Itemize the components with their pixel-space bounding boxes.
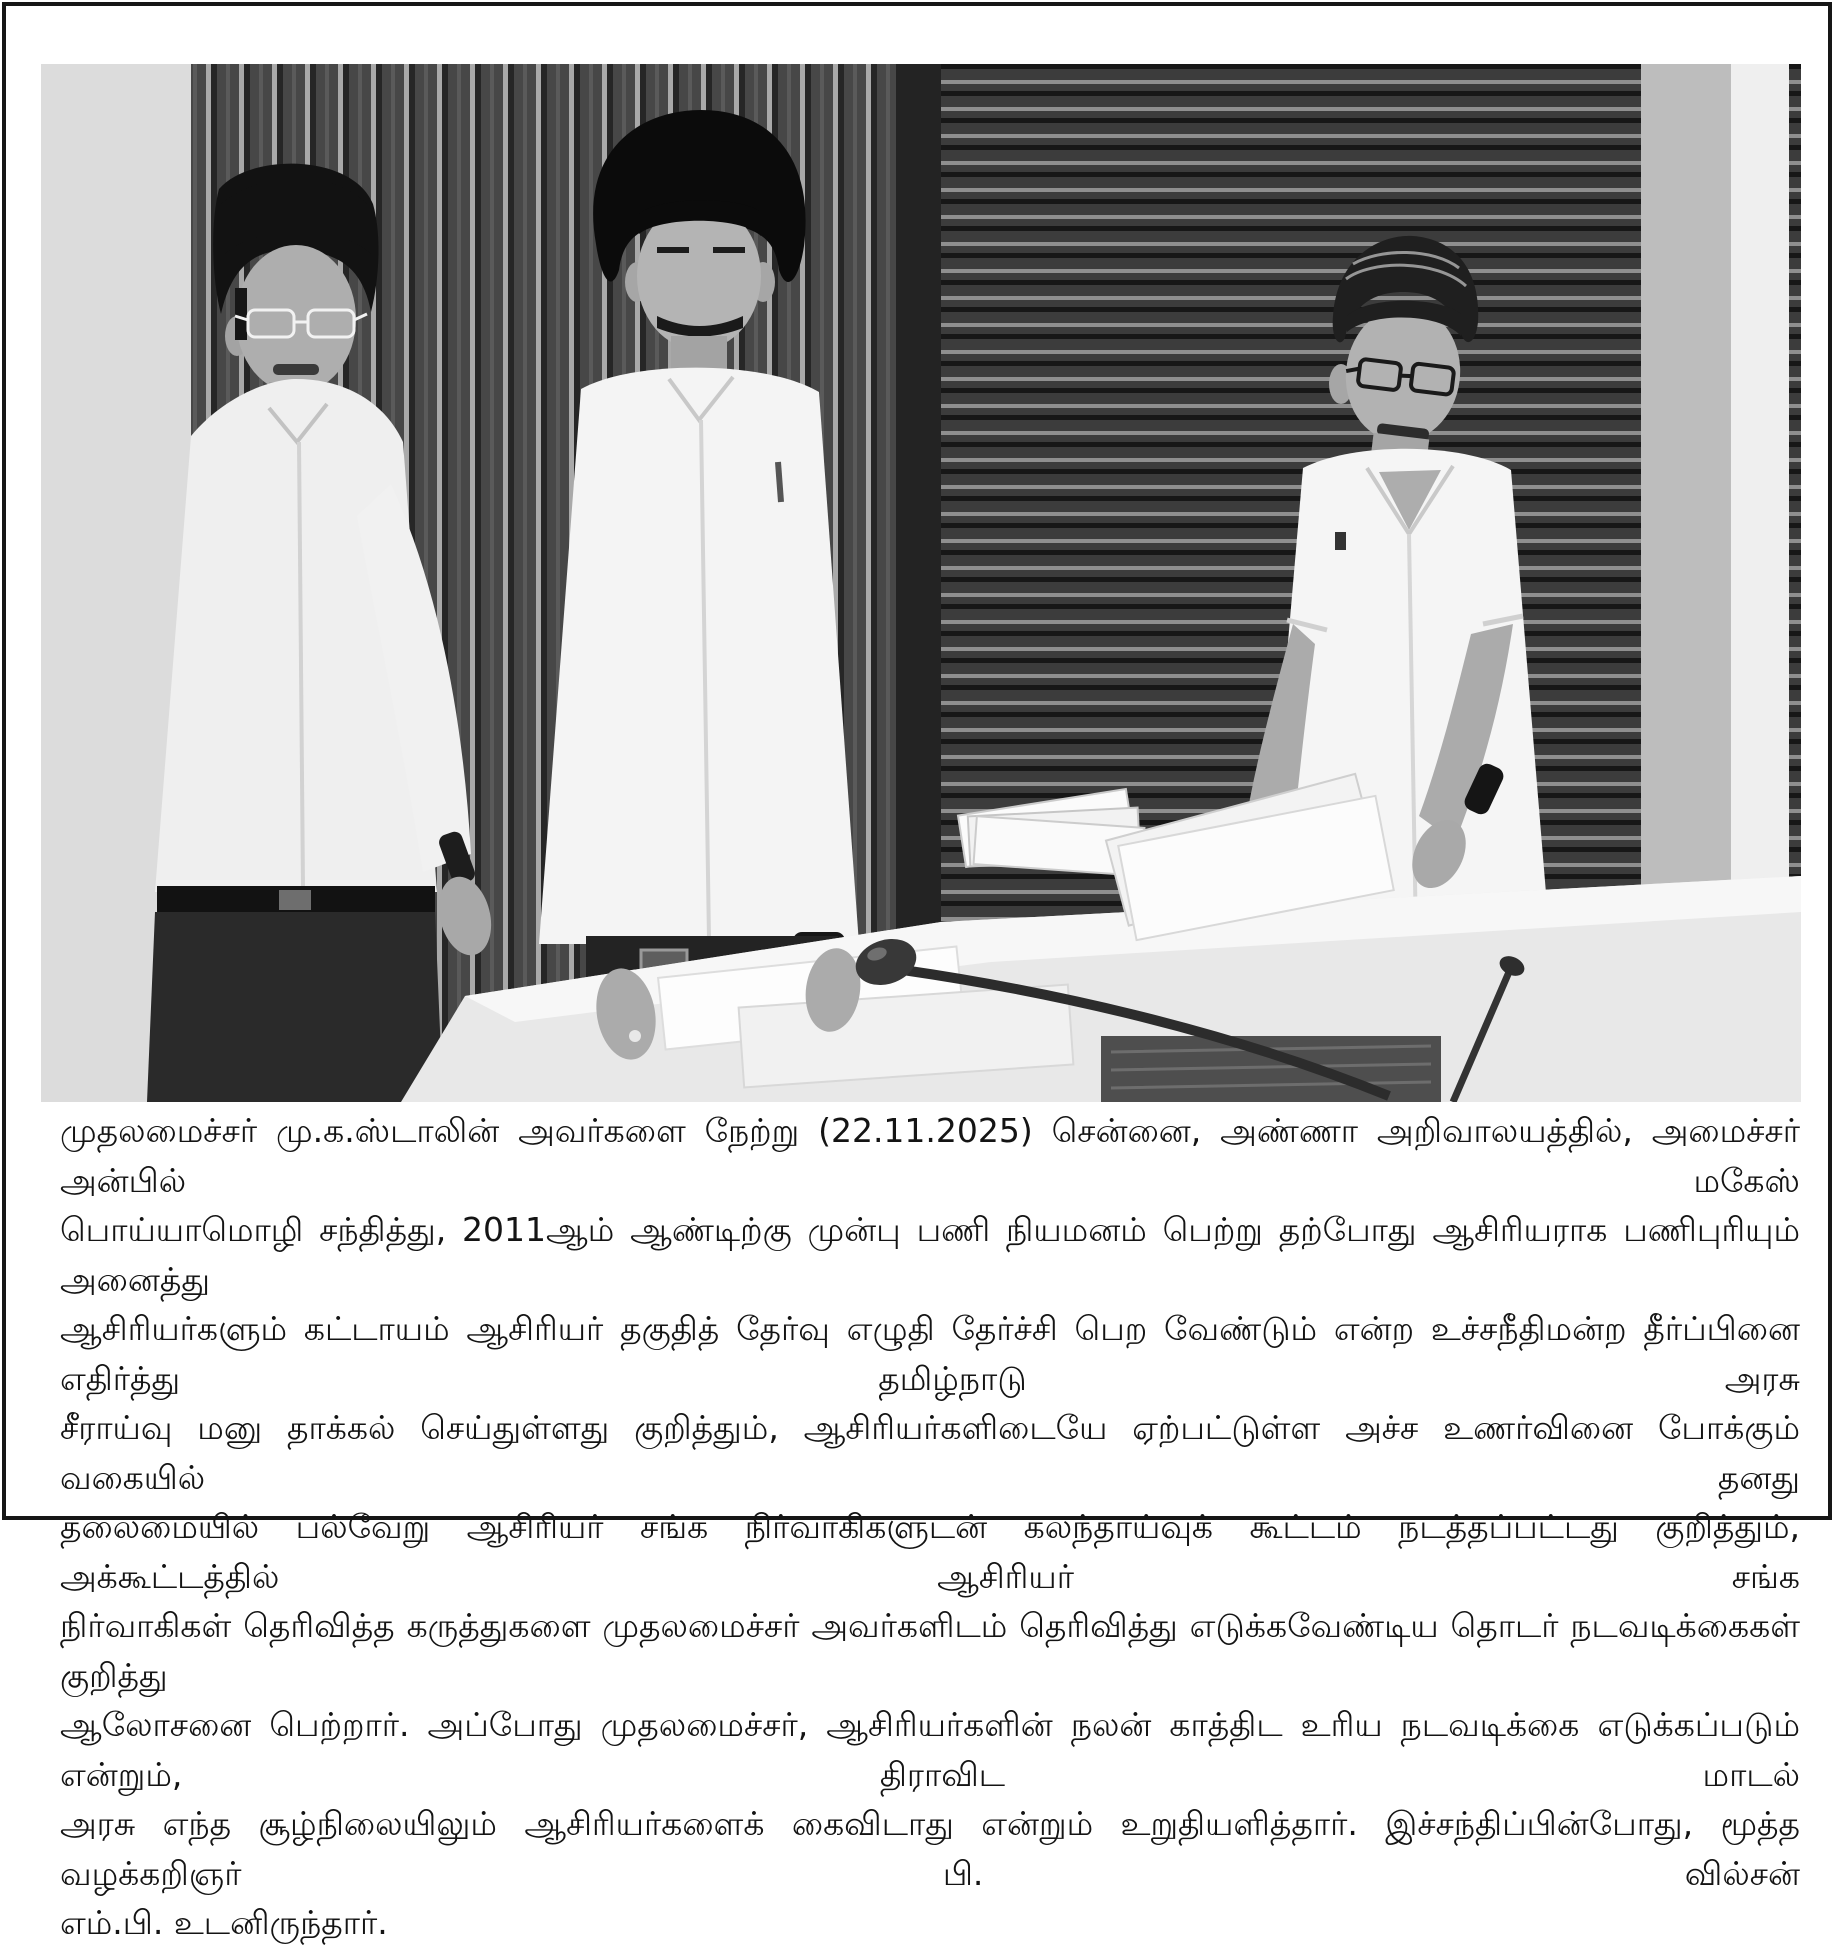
caption-line: சீராய்வு மனு தாக்கல் செய்துள்ளது குறித்தும், ஆசிரியர்களிடையே ஏற்பட்டுள்ள அச்ச உணர்வினை போக்கும் வகையில் தனது [60,1408,1800,1497]
white-pillar [1731,64,1789,964]
caption-line: முதலமைச்சர் மு.க.ஸ்டாலின் அவர்களை நேற்று (22.11.2025) சென்னை, அண்ணா அறிவாலயத்தில், அமைச்சர் அன்பில் மகேஸ் [60,1111,1800,1200]
caption-line: எம்.பி. உடனிருந்தார். [60,1903,388,1942]
press-photo [41,64,1801,1102]
press-photo-scene [41,64,1801,1102]
caption-line: நிர்வாகிகள் தெரிவித்த கருத்துகளை முதலமைச்சர் அவர்களிடம் தெரிவித்து எடுக்கவேண்டிய தொடர் நடவடிக்கைகள் குறித்து [60,1606,1800,1695]
mustache [273,364,319,375]
caption-line: ஆலோசனை பெற்றார். அப்போது முதலமைச்சர், ஆசிரியர்களின் நலன் காத்திட உரிய நடவடிக்கை எடுக்கப்படும் என்றும், திராவிட மாடல் [60,1705,1800,1794]
ring [629,1030,641,1042]
caption-line: பொய்யாமொழி சந்தித்து, 2011ஆம் ஆண்டிற்கு முன்பு பணி நியமனம் பெற்று தற்போது ஆசிரியராக பணிபுரியும் அனைத்து [60,1210,1800,1299]
pocket-pen [778,462,781,502]
caption-line: ஆசிரியர்களும் கட்டாயம் ஆசிரியர் தகுதித் தேர்வு எழுதி தேர்ச்சி பெற வேண்டும் என்ற உச்சநீதிமன்ற தீர்ப்பினை எதிர்த்து தமிழ்நாடு அரசு [60,1309,1800,1398]
trousers [147,912,443,1102]
white-shirt [539,368,859,944]
clipping-border-frame [2,2,1832,1942]
caption-line: அரசு எந்த சூழ்நிலையிலும் ஆசிரியர்களைக் கைவிடாது என்றும் உறுதியளித்தார். இச்சந்திப்பின்போது, மூத்த வழக்கறிஞர் பி. வில்சன் [60,1804,1800,1893]
chest-pin [1335,532,1346,550]
belt-buckle [279,890,311,910]
photo-caption [60,1106,1800,1948]
caption-line: தலைமையில் பல்வேறு ஆசிரியர் சங்க நிர்வாகிகளுடன் கலந்தாய்வுக் கூட்டம் நடத்தப்பட்டது குறித்தும், அக்கூட்டத்தில் ஆசிரியர் சங்க [60,1507,1800,1596]
